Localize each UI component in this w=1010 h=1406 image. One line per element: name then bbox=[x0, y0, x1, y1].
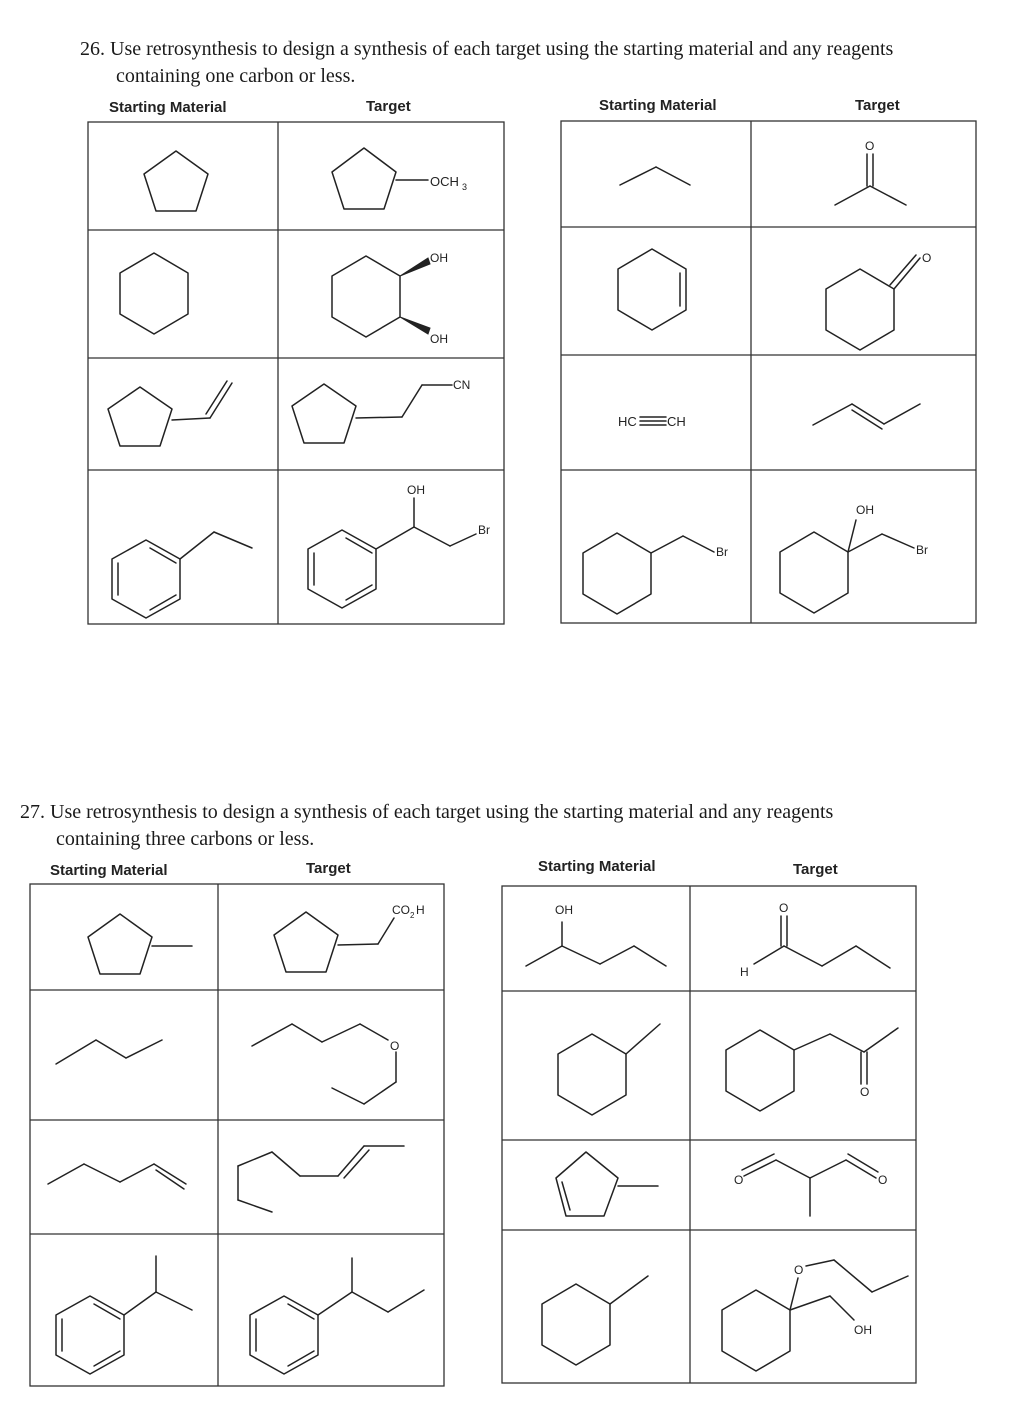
br-label-sm: Br bbox=[716, 545, 728, 559]
o-label-ketone: O bbox=[860, 1085, 870, 1099]
cyclopentylacetic-acid-structure bbox=[274, 903, 425, 972]
cn-label: CN bbox=[453, 378, 471, 392]
question-27-line1: Use retrosynthesis to design a synthesis of each target using the starting material and any reagents bbox=[50, 801, 834, 823]
question-26-line1: Use retrosynthesis to design a synthesis of each target using the starting material and any reagents bbox=[110, 38, 894, 60]
q27-right-target-header: Target bbox=[793, 861, 838, 878]
oh-label-bottom: OH bbox=[430, 332, 448, 346]
q27-right-starting-header: Starting Material bbox=[538, 858, 656, 875]
br-label-target: Br bbox=[916, 543, 928, 557]
question-27-number: 27. bbox=[20, 801, 45, 823]
oh-label-target: OH bbox=[856, 503, 874, 517]
ch-label: CH bbox=[667, 414, 686, 429]
ether-alcohol-structure bbox=[722, 1260, 908, 1371]
cyclohexyl-ketone-structure bbox=[726, 1028, 898, 1111]
dipropyl-ether-structure bbox=[252, 1024, 399, 1104]
propane-structure bbox=[56, 1040, 162, 1064]
sec-butylbenzene-structure bbox=[250, 1258, 424, 1374]
hept-alkene-structure bbox=[238, 1146, 404, 1212]
dialdehyde-structure bbox=[734, 1154, 887, 1216]
co2h-label-h: H bbox=[416, 903, 425, 917]
aldehyde-structure bbox=[740, 901, 890, 979]
q27-left-target-header: Target bbox=[306, 860, 351, 877]
br-label: Br bbox=[478, 523, 490, 537]
q26-right-starting-header: Starting Material bbox=[599, 97, 717, 114]
cumene-structure bbox=[56, 1256, 192, 1374]
q26-left-target-header: Target bbox=[366, 98, 411, 115]
methylcyclohexane-structure bbox=[558, 1024, 660, 1115]
o-label-right: O bbox=[878, 1173, 888, 1187]
methylcyclopentene-structure bbox=[556, 1152, 658, 1216]
question-27-line2: containing three carbons or less. bbox=[56, 828, 315, 850]
co2h-label: CO bbox=[392, 903, 410, 917]
oh-label-butanol: OH bbox=[555, 903, 573, 917]
o-label-aldehyde2: O bbox=[779, 901, 789, 915]
och3-label: OCH bbox=[430, 174, 459, 189]
o-label-aldehyde: O bbox=[922, 251, 932, 265]
co2h-subscript: 2 bbox=[410, 911, 415, 920]
oh-label: OH bbox=[407, 483, 425, 497]
methylcyclohexane-structure-2 bbox=[542, 1276, 648, 1365]
o-label-ether2: O bbox=[794, 1263, 804, 1277]
hc-label: HC bbox=[618, 414, 637, 429]
o-label-left: O bbox=[734, 1173, 744, 1187]
o-label-ether: O bbox=[390, 1039, 400, 1053]
question-26-line2: containing one carbon or less. bbox=[116, 65, 356, 87]
q27-right-table-border bbox=[502, 886, 916, 1383]
q26-left-starting-header: Starting Material bbox=[109, 99, 227, 116]
och3-subscript: 3 bbox=[462, 182, 468, 192]
h-label: H bbox=[740, 965, 749, 979]
q26-right-target-header: Target bbox=[855, 97, 900, 114]
1-butene-structure bbox=[48, 1164, 186, 1189]
q27-left-starting-header: Starting Material bbox=[50, 862, 168, 879]
q27-left-table-border bbox=[30, 884, 444, 1386]
oh-label-top: OH bbox=[430, 251, 448, 265]
methylcyclopentane-structure bbox=[88, 914, 192, 974]
o-label: O bbox=[865, 139, 875, 153]
2-butanol-structure bbox=[526, 903, 666, 966]
oh-label-ether: OH bbox=[854, 1323, 872, 1337]
question-26-number: 26. bbox=[80, 38, 105, 60]
